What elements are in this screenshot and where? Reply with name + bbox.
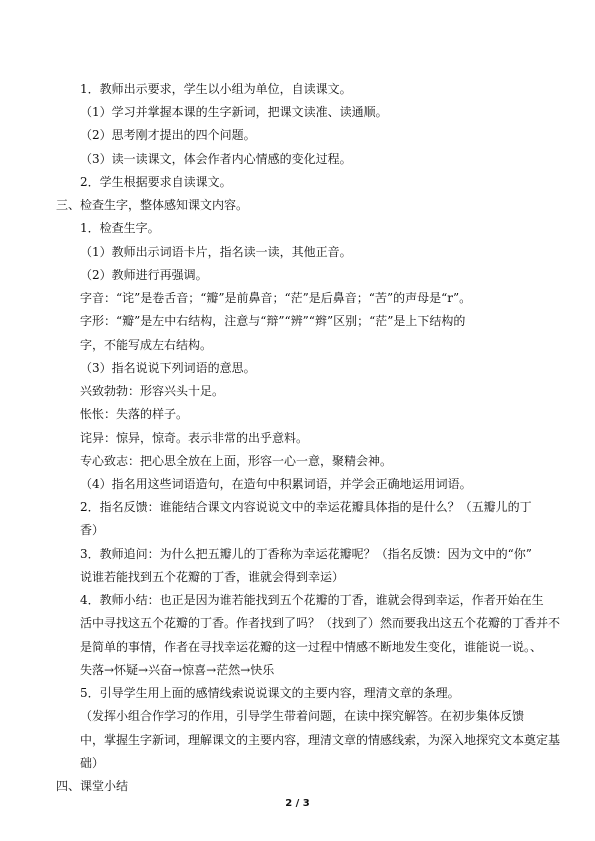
section-heading: 四、课堂小结 [56, 779, 129, 793]
text-line: 字形：“瓣”是左中右结构，注意与“辩”“辨”“辫”区别；“茫”是上下结构的 [80, 314, 466, 328]
text-line: 础） [80, 756, 105, 770]
text-line: （3）读一读课文，体会作者内心情感的变化过程。 [80, 152, 352, 166]
text-line: 4．教师小结：也正是因为谁若能找到五个花瓣的丁香，谁就会得到幸运，作者开始在生 [80, 593, 544, 607]
text-line: 诧异：惊异，惊奇。表示非常的出乎意料。 [80, 431, 309, 445]
text-line: 2．指名反馈：谁能结合课文内容说说文中的幸运花瓣具体指的是什么？（五瓣儿的丁 [80, 500, 532, 514]
page-number: 2 / 3 [285, 798, 310, 809]
section-heading: 三、检查生字，整体感知课文内容。 [56, 198, 249, 212]
text-line: （4）指名用这些词语造句，在造句中积累词语，并学会正确地运用词语。 [80, 477, 472, 491]
text-line: 香） [80, 523, 105, 537]
text-line: 2．学生根据要求自读课文。 [80, 175, 232, 189]
text-line: 失落→怀疑→兴奋→惊喜→茫然→快乐 [80, 663, 275, 677]
text-line: 字音：“诧”是卷舌音；“瓣”是前鼻音；“茫”是后鼻音；“苦”的声母是“r”。 [80, 291, 472, 305]
text-line: （1）教师出示词语卡片，指名读一读，其他正音。 [80, 245, 352, 259]
text-line: 字，不能写成左右结构。 [80, 338, 213, 352]
text-line: 1．教师出示要求，学生以小组为单位，自读课文。 [80, 82, 352, 96]
text-line: 兴致勃勃：形容兴头十足。 [80, 384, 225, 398]
text-line: （2）教师进行再强调。 [80, 268, 208, 282]
text-line: （发挥小组合作学习的作用，引导学生带着问题，在读中探究解答。在初步集体反馈 [80, 709, 525, 723]
text-line: 说谁若能找到五个花瓣的丁香，谁就会得到幸运） [80, 570, 345, 584]
text-line: （2）思考刚才提出的四个问题。 [80, 128, 256, 142]
text-line: （3）指名说说下列词语的意思。 [80, 361, 256, 375]
text-line: 3．教师追问：为什么把五瓣儿的丁香称为幸运花瓣呢？（指名反馈：因为文中的“你” [80, 547, 532, 561]
text-line: 活中寻找这五个花瓣的丁香。作者找到了吗？（找到了）然而要我出这五个花瓣的丁香并不 [80, 616, 561, 630]
text-line: （1）学习并掌握本课的生字新词，把课文读准、读通顺。 [80, 105, 388, 119]
text-line: 怅怅：失落的样子。 [80, 407, 189, 421]
text-line: 1．检查生字。 [80, 221, 160, 235]
text-line: 专心致志：把心思全放在上面，形容一心一意，聚精会神。 [80, 454, 393, 468]
text-line: 是简单的事情，作者在寻找幸运花瓣的这一过程中情感不断地发生变化，谁能说一说。、 [80, 640, 543, 654]
text-line: 中，掌握生字新词，理解课文的主要内容，理清文章的情感线索，为深入地探究文本奠定基 [80, 733, 561, 747]
text-line: 5．引导学生用上面的感情线索说说课文的主要内容，理清文章的条理。 [80, 686, 460, 700]
